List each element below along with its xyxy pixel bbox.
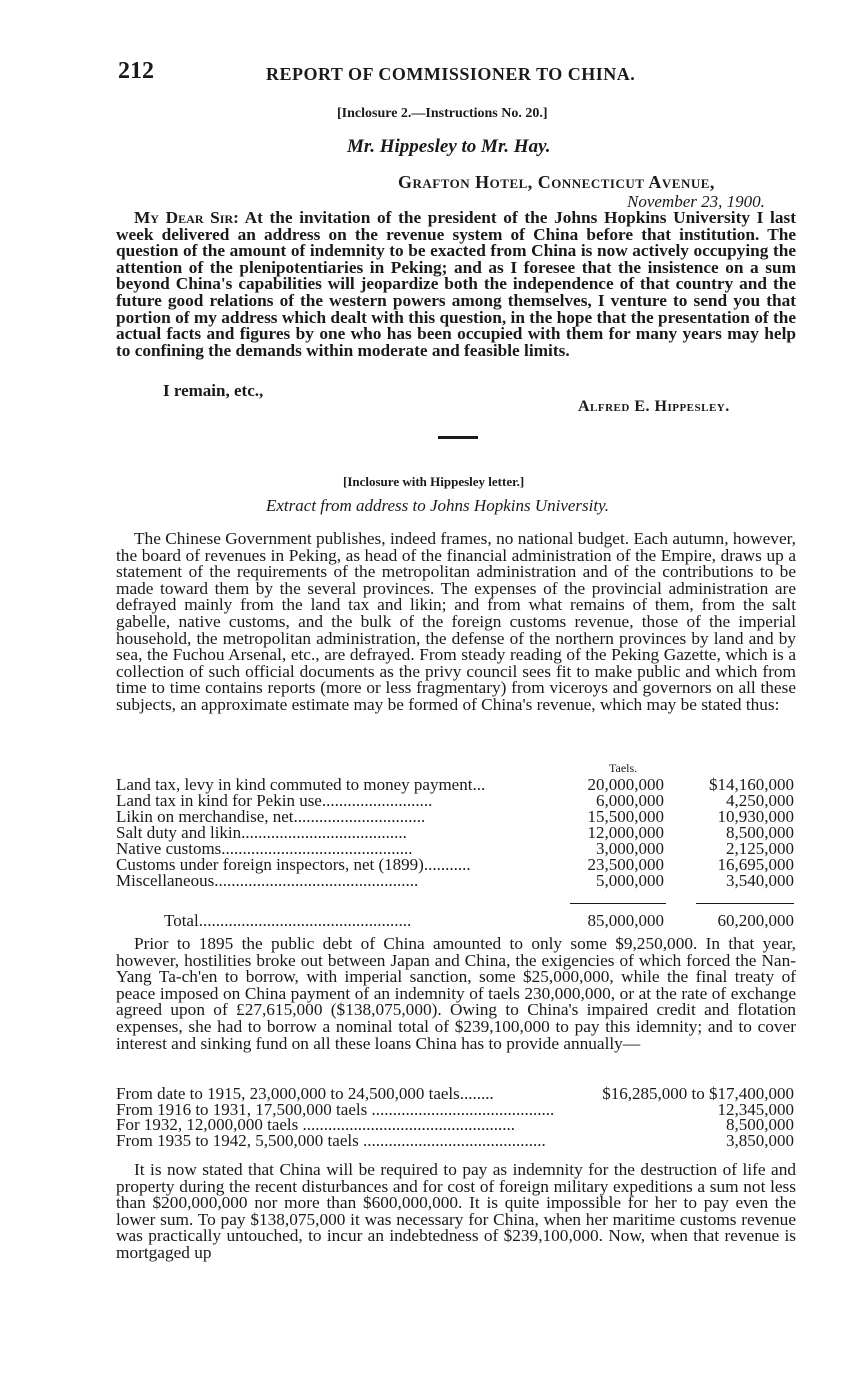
debt-amount: 3,850,000 [726, 1130, 794, 1150]
letter-salutation: My Dear Sir: [134, 208, 239, 227]
letter-body-text: At the invitation of the president of the Johns Hopkins University I last week delivered an address on the revenue system of China before that institution. The question of the amount of indemnity to be exacted from China is now actively occupying the attention of the plenipotentiaries in Peking; and as I foresee that the insistence on a sum beyond China's capabilities will jeopardize both the independence of that country and the future good relations of the western powers among themselves, I venture to send you that portion of my address which dealt with this question, in the hope that the presentation of the actual facts and figures by one who has been occupied with them for many years may help to confining the demands within moderate and feasible limits. [116, 208, 796, 360]
row-label: Land tax, levy in kind commuted to money payment... [116, 775, 486, 794]
row-dollars: 16,695,000 [717, 855, 794, 874]
total-taels: 85,000,000 [587, 911, 664, 930]
row-dollars: 4,250,000 [726, 791, 794, 810]
letter-body [116, 210, 796, 359]
row-label: Land tax in kind for Pekin use.......................... [116, 791, 433, 810]
debt-label: For 1932, 12,000,000 taels .................................................. [116, 1115, 516, 1135]
row-taels: 15,500,000 [587, 807, 664, 826]
extract-paragraph-2: Prior to 1895 the public debt of China amounted to only some $9,250,000. In that year, however, hostilities broke out between Japan and China, the exigencies of which forced the Nan-Yang Ta-ch'en to borrow, with imperial sanction, some $25,000,000, while the final treaty of peace imposed on China payment of an indemnity of taels 230,000,000, or at the rate of exchange agreed upon of £27,615,000 ($138,075,000). Owing to China's impaired credit and flotation expenses, she had to borrow a nominal total of $239,100,000 to pay this idemnity; and to cover interest and sinking fund on all these loans China has to provide annually— [116, 934, 796, 1053]
row-taels: 20,000,000 [587, 775, 664, 794]
letter-closing: I remain, etc., [163, 381, 264, 400]
table-row [116, 1130, 798, 1150]
letter-address: Grafton Hotel, Connecticut Avenue, [398, 172, 715, 192]
page-number: 212 [118, 58, 154, 84]
table-row [116, 873, 798, 889]
revenue-table [116, 777, 798, 889]
row-taels: 12,000,000 [587, 823, 664, 842]
row-label: Native customs............................................. [116, 839, 413, 858]
running-title: REPORT OF COMMISSIONER TO CHINA. [266, 64, 636, 84]
total-label: Total.................................................. [164, 911, 412, 930]
extract-title: Extract from address to Johns Hopkins University. [266, 496, 609, 515]
row-dollars: 2,125,000 [726, 839, 794, 858]
inclosure-note: [Inclosure 2.—Instructions No. 20.] [337, 106, 548, 121]
letter-signature: Alfred E. Hippesley. [578, 398, 730, 415]
debt-label: From 1935 to 1942, 5,500,000 taels ........................................... [116, 1130, 546, 1150]
letter-date: November 23, 1900. [627, 192, 765, 211]
debt-amount: 8,500,000 [726, 1115, 794, 1135]
row-dollars: 10,930,000 [717, 807, 794, 826]
debt-table [116, 1086, 798, 1148]
total-rule-taels [570, 903, 666, 904]
row-dollars: 3,540,000 [726, 871, 794, 890]
debt-label: From 1916 to 1931, 17,500,000 taels ........................................... [116, 1099, 555, 1119]
debt-amount: 12,345,000 [717, 1099, 794, 1119]
row-label: Miscellaneous................................................ [116, 871, 419, 890]
section-divider [438, 436, 478, 439]
row-taels: 6,000,000 [596, 791, 664, 810]
row-taels: 3,000,000 [596, 839, 664, 858]
row-taels: 23,500,000 [587, 855, 664, 874]
extract-paragraph-1: The Chinese Government publishes, indeed frames, no national budget. Each autumn, however, the board of revenues in Peking, as head of the financial administration of the Empire, draws up a statement of the requirements of the metropolitan administration and of the contributions to be made toward them by the several provinces. The expenses of the provincial administration are defrayed mainly from the land tax and likin; and from what remains of them, from the salt gabelle, native customs, and the bulk of the foreign customs revenue, those of the imperial household, the metropolitan administration, the defense of the northern provinces by land and by sea, the Fuchou Arsenal, etc., are defrayed. From steady reading of the Peking Gazette, which is a collection of such official documents as the privy council sees fit to make public and which from time to time contains reports (more or less fragmentary) from viceroys and governors on all these subjects, an approximate estimate may be formed of China's revenue, which may be stated thus: [116, 529, 796, 714]
extract-inclosure-note: [Inclosure with Hippesley letter.] [343, 474, 525, 489]
row-label: Salt duty and likin....................................... [116, 823, 407, 842]
debt-label: From date to 1915, 23,000,000 to 24,500,000 taels........ [116, 1084, 494, 1103]
total-dollars: 60,200,000 [717, 911, 794, 930]
debt-amount: $16,285,000 to $17,400,000 [602, 1084, 794, 1103]
letter-title: Mr. Hippesley to Mr. Hay. [347, 136, 551, 157]
row-label: Likin on merchandise, net............................... [116, 807, 426, 826]
row-taels: 5,000,000 [596, 871, 664, 890]
row-dollars: 8,500,000 [726, 823, 794, 842]
row-dollars: $14,160,000 [709, 775, 794, 794]
extract-paragraph-3: It is now stated that China will be required to pay as indemnity for the destruction of life and property during the recent disturbances and for cost of foreign military expeditions a sum not less than $200,000,000 nor more than $600,000,000. It is quite impossible for her to pay even the lower sum. To pay $138,075,000 it was necessary for China, when her maritime customs revenue was practically untouched, to incur an indebtedness of $239,100,000. Now, when that revenue is mortgaged up [116, 1160, 796, 1262]
total-row [116, 911, 798, 930]
taels-column-header: Taels. [609, 761, 638, 775]
row-label: Customs under foreign inspectors, net (1899)........... [116, 855, 471, 874]
total-rule-dollars [696, 903, 794, 904]
